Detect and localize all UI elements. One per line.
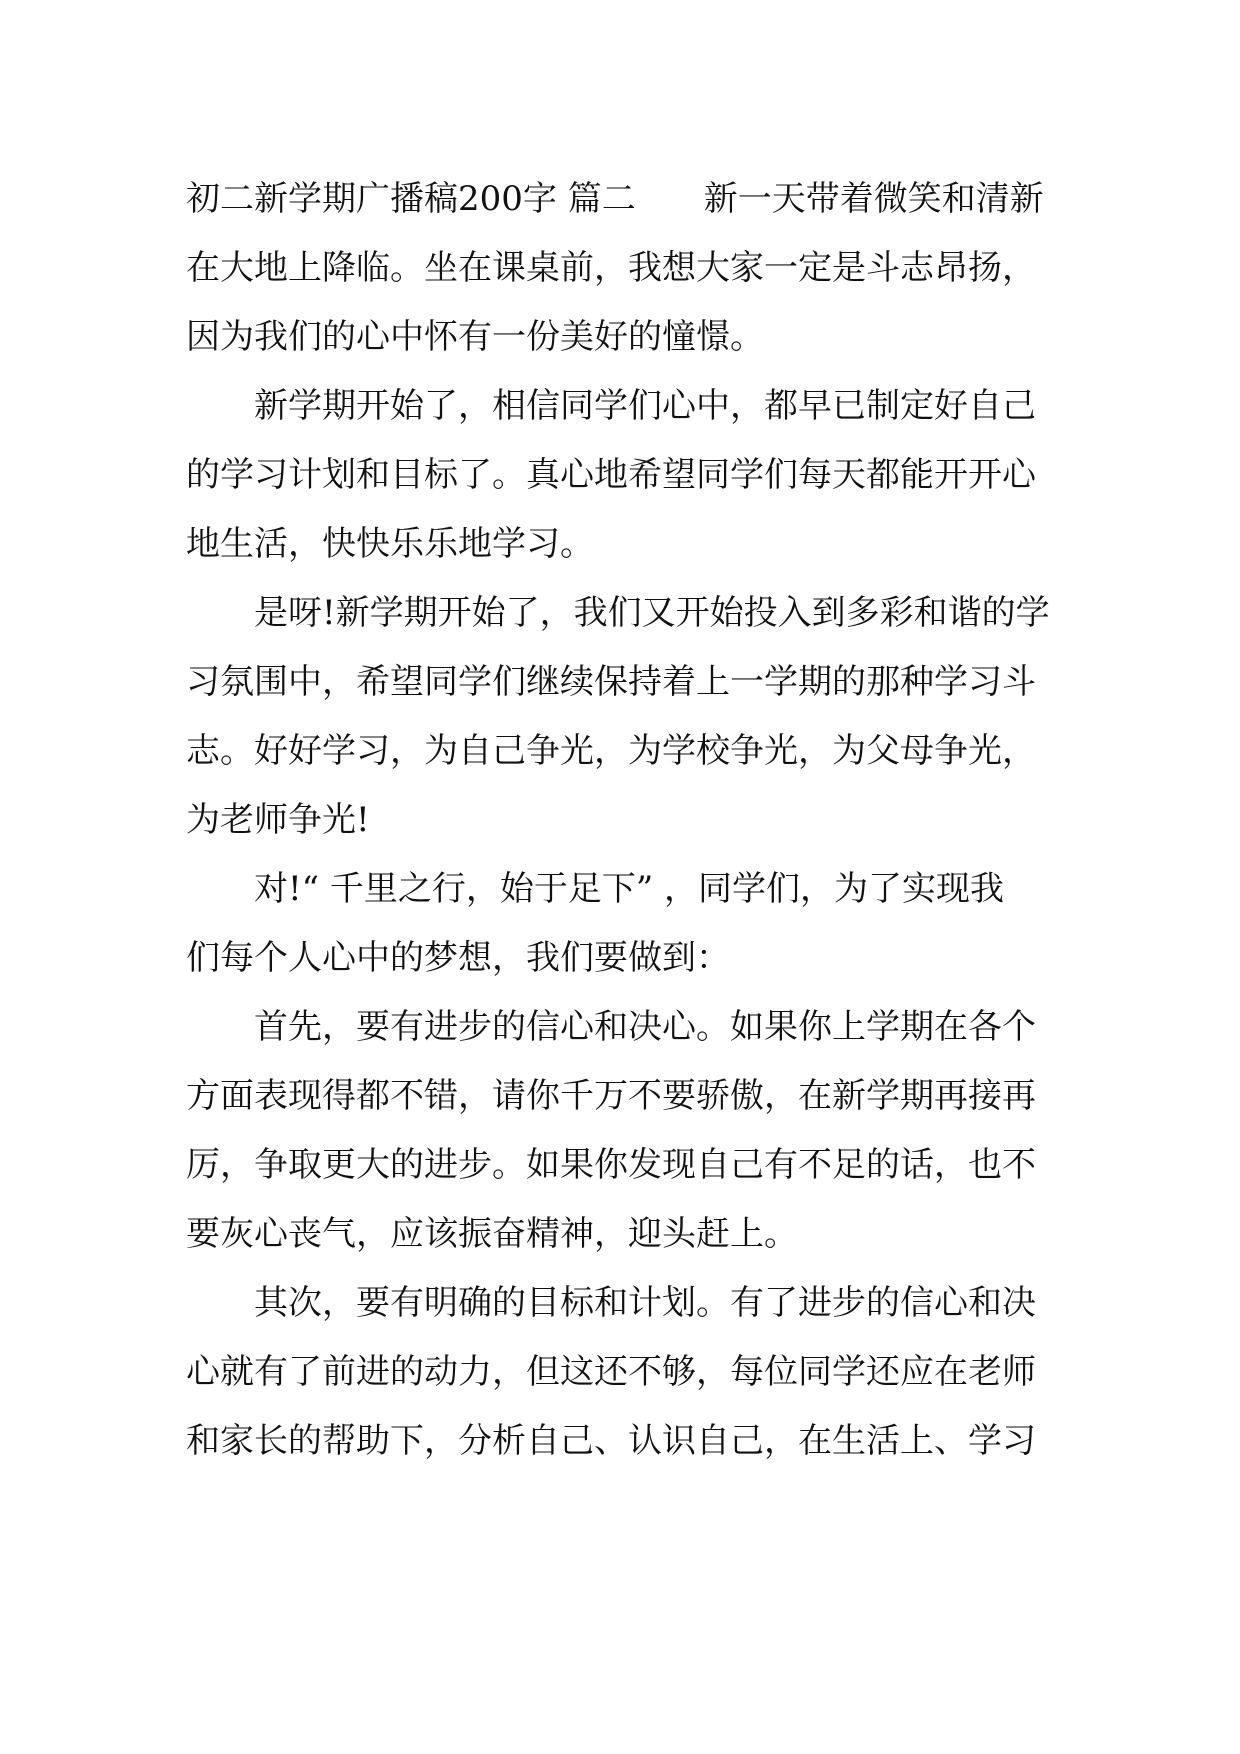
text-line-4: 新学期开始了，相信同学们心中，都早已制定好自己 [254, 386, 1036, 426]
text-line-12: 们每个人心中的梦想，我们要做到： [186, 938, 730, 978]
text-line-10: 为老师争光! [186, 800, 370, 840]
text-line-17: 其次，要有明确的目标和计划。有了进步的信心和决 [254, 1283, 1036, 1323]
text-line-19: 和家长的帮助下，分析自己、认识自己，在生活上、学习 [186, 1421, 1036, 1461]
text-line-3: 因为我们的心中怀有一份美好的憧憬。 [186, 317, 764, 357]
text-line-8: 习氛围中，希望同学们继续保持着上一学期的那种学习斗 [186, 662, 1036, 702]
text-line-11: 对!“ 千里之行，始于足下” ，同学们，为了实现我 [254, 869, 1005, 909]
text-line-13: 首先，要有进步的信心和决心。如果你上学期在各个 [254, 1007, 1036, 1047]
text-line-18: 心就有了前进的动力，但这还不够，每位同学还应在老师 [186, 1352, 1036, 1392]
text-line-6: 地生活，快快乐乐地学习。 [186, 524, 594, 564]
text-line-16: 要灰心丧气，应该振奋精神，迎头赶上。 [186, 1214, 798, 1254]
text-line-1: 初二新学期广播稿200字 篇二 新一天带着微笑和清新 [186, 179, 1044, 219]
text-line-9: 志。好好学习，为自己争光，为学校争光，为父母争光， [186, 731, 1036, 771]
article-body [186, 165, 1056, 1476]
text-line-7: 是呀!新学期开始了，我们又开始投入到多彩和谐的学 [254, 593, 1050, 633]
text-line-15: 厉，争取更大的进步。如果你发现自己有不足的话，也不 [186, 1145, 1036, 1185]
text-line-2: 在大地上降临。坐在课桌前，我想大家一定是斗志昂扬， [186, 248, 1036, 288]
text-line-5: 的学习计划和目标了。真心地希望同学们每天都能开开心 [186, 455, 1036, 495]
text-line-14: 方面表现得都不错，请你千万不要骄傲，在新学期再接再 [186, 1076, 1036, 1116]
